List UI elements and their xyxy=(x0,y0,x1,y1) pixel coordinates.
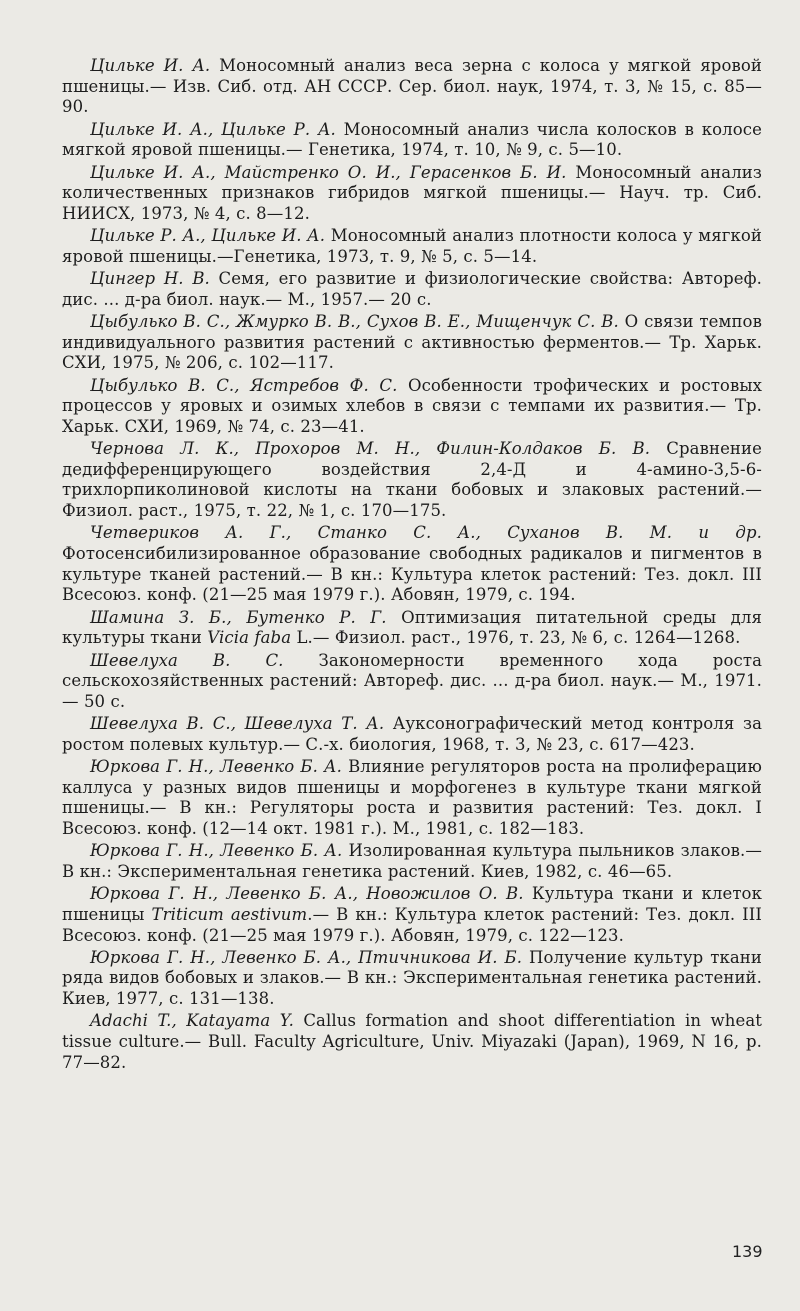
reference-entry xyxy=(62,312,762,374)
reference-text: Изолированная культура пыльников злаков.— В кн.: Экспериментальная генетика растений. Киев, 1982, с. 46—65. xyxy=(62,841,763,881)
reference-text: Моносомный анализ числа колосков в колосе мягкой яровой пшеницы.— Генетика, 1974, т. 10, № 9, с. 5—10. xyxy=(62,119,762,160)
reference-authors: Шевелуха В. С. xyxy=(90,650,284,670)
reference-authors: Цильке И. А., Майстренко О. И., Герасенков Б. И. xyxy=(90,162,567,182)
reference-text: Влияние регуляторов роста на пролиферацию каллуса у разных видов пшеницы и морфогенез в культуре ткани мягкой пшеницы.— В кн.: Регуляторы роста и развития растений: Тез. докл. I Всесоюз. конф. (12—14 окт. 1981 г.). М., 1981, с. 182—183. xyxy=(62,757,762,838)
reference-authors: Юркова Г. Н., Левенко Б. А. xyxy=(90,757,342,777)
reference-authors: Цильке И. А. xyxy=(90,56,211,75)
reference-entry xyxy=(62,226,762,267)
reference-text: Семя, его развитие и физиологические свойства: Автореф. дис. ... д-ра биол. наук.— М., 1957.— 20 с. xyxy=(62,269,762,309)
reference-authors: Цильке И. А., Цильке Р. А. xyxy=(90,119,336,139)
reference-entry xyxy=(62,651,762,713)
reference-entry xyxy=(62,1011,762,1073)
reference-entry xyxy=(62,56,762,118)
latin-species-name: Triticum aestivum xyxy=(151,904,308,924)
reference-entry xyxy=(62,757,762,839)
reference-authors: Юркова Г. Н., Левенко Б. А., Птичникова И. Б. xyxy=(90,947,523,967)
reference-authors: Цыбулько В. С., Ястребов Ф. С. xyxy=(90,375,398,395)
reference-authors: Цильке Р. А., Цильке И. А. xyxy=(90,226,326,246)
reference-authors: Юркова Г. Н., Левенко Б. А. xyxy=(90,841,343,861)
reference-entry xyxy=(62,714,762,755)
reference-text: Моносомный анализ веса зерна с колоса у мягкой яровой пшеницы.— Изв. Сиб. отд. АН СССР. Сер. биол. наук, 1974, т. 3, № 15, с. 85—90. xyxy=(62,56,762,117)
reference-text: Закономерности временного хода роста сельскохозяйственных растений: Автореф. дис. ... д-ра биол. наук.— М., 1971.— 50 с. xyxy=(62,650,763,711)
reference-text: Моносомный анализ плотности колоса у мягкой яровой пшеницы.—Генетика, 1973, т. 9, № 5, с. 5—14. xyxy=(62,226,762,266)
reference-text: Культура ткани и клеток пшеницы xyxy=(62,884,762,924)
reference-authors: Четвериков А. Г., Станко С. А., Суханов В. М. и др. xyxy=(90,523,762,543)
reference-text: О связи темпов индивидуального развития растений с активностью ферментов.— Тр. Харьк. СХИ, 1975, № 206, с. 102—117. xyxy=(62,312,762,373)
reference-authors: Adachi T., Katayama Y. xyxy=(90,1011,294,1031)
page-number: 139 xyxy=(732,1242,763,1261)
reference-text: .— В кн.: Культура клеток растений: Тез. докл. III Всесоюз. конф. (21—25 мая 1979 г.). Абовян, 1979, с. 122—123. xyxy=(62,904,762,945)
reference-authors: Шевелуха В. С., Шевелуха Т. А. xyxy=(90,714,385,734)
reference-text: L.— Физиол. раст., 1976, т. 23, № 6, с. 1264—1268. xyxy=(291,628,741,648)
reference-text: Callus formation and shoot differentiation in wheat tissue culture.— Bull. Faculty Agriculture, Univ. Miyazaki (Japan), 1969, N 16, p. 77—82. xyxy=(62,1011,763,1072)
reference-authors: Цингер Н. В. xyxy=(90,269,210,289)
reference-authors: Юркова Г. Н., Левенко Б. А., Новожилов О. В. xyxy=(90,884,524,904)
reference-text: Ауксонографический метод контроля за ростом полевых культур.— С.-х. биология, 1968, т. 3, № 23, с. 617—423. xyxy=(62,714,763,754)
reference-text: Получение культур ткани ряда видов бобовых и злаков.— В кн.: Экспериментальная генетика растений. Киев, 1977, с. 131—138. xyxy=(62,947,762,1009)
reference-authors: Шамина З. Б., Бутенко Р. Г. xyxy=(90,607,387,627)
reference-entry xyxy=(62,841,762,882)
reference-entry xyxy=(62,376,762,438)
reference-authors: Цыбулько В. С., Жмурко В. В., Сухов В. Е., Мищенчук С. В. xyxy=(90,312,619,332)
reference-entry xyxy=(62,884,762,946)
reference-entry xyxy=(62,269,762,310)
reference-list xyxy=(62,56,762,1075)
reference-authors: Чернова Л. К., Прохоров М. Н., Филин-Колдаков Б. В. xyxy=(90,439,651,459)
reference-entry xyxy=(62,120,762,161)
reference-text: Особенности трофических и ростовых процессов у яровых и озимых хлебов в связи с темпами их развития.— Тр. Харьк. СХИ, 1969, № 74, с. 23—41. xyxy=(62,375,762,436)
reference-text: Сравнение дедифференцирующего воздействия 2,4-Д и 4-амино-3,5-6-трихлорпиколиновой кислоты на ткани бобовых и злаковых растений.— Физиол. раст., 1975, т. 22, № 1, с. 170—175. xyxy=(62,439,762,521)
reference-text: Оптимизация питательной среды для культуры ткани xyxy=(62,607,762,648)
reference-entry xyxy=(62,948,762,1010)
reference-entry xyxy=(62,439,762,521)
reference-text: Моносомный анализ количественных признаков гибридов мягкой пшеницы.— Науч. тр. Сиб. НИИСХ, 1973, № 4, с. 8—12. xyxy=(62,162,762,223)
reference-entry xyxy=(62,608,762,649)
reference-text: Фотосенсибилизированное образование свободных радикалов и пигментов в культуре тканей растений.— В кн.: Культура клеток растений: Тез. докл. III Всесоюз. конф. (21—25 мая 1979 г.). Абовян, 1979, с. 194. xyxy=(62,544,762,605)
reference-entry xyxy=(62,163,762,225)
reference-entry xyxy=(62,523,762,605)
latin-species-name: Vicia faba xyxy=(207,628,292,648)
